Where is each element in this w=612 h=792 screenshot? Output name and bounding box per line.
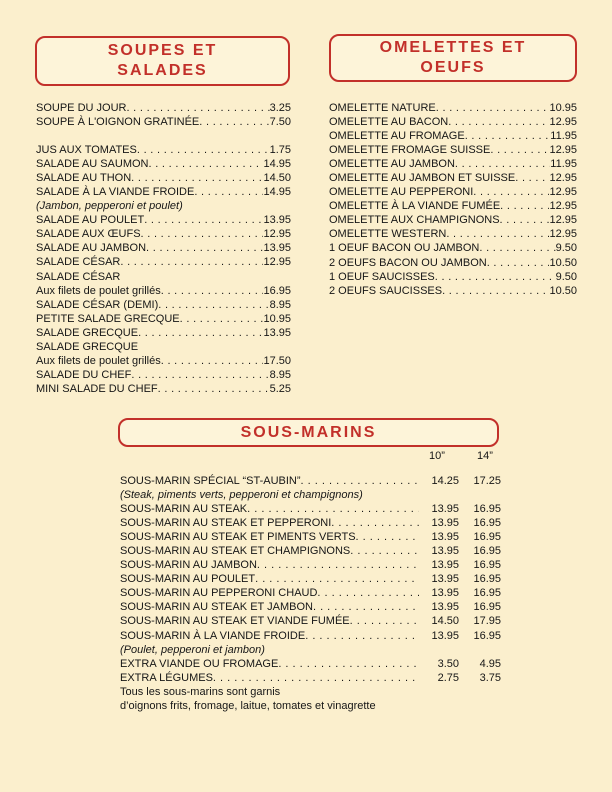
menu-item-name: 1 OEUF BACON OU JAMBON <box>329 242 480 255</box>
dot-leader <box>138 326 263 340</box>
price-14: 16.95 <box>473 573 501 586</box>
dot-leader <box>446 227 549 241</box>
menu-item-price: 13.95 <box>263 242 291 255</box>
item-note: (Jambon, pepperoni et poulet) <box>36 200 183 213</box>
sub-item-name: EXTRA VIANDE OU FROMAGE <box>120 657 279 670</box>
menu-item-price: 12.95 <box>549 116 577 129</box>
dot-leader <box>247 502 419 516</box>
price-10: 13.95 <box>431 531 459 544</box>
menu-item <box>329 157 577 171</box>
dot-leader <box>131 171 263 185</box>
menu-item-price: 12.95 <box>549 228 577 241</box>
menu-item-price: 11.95 <box>550 130 577 143</box>
soupes-salades-title: SOUPES ET SALADES <box>35 36 290 86</box>
menu-item-name: OMELETTE WESTERN <box>329 228 447 241</box>
menu-subheading: SALADE GRECQUE <box>36 340 139 353</box>
spacer <box>36 129 291 143</box>
menu-item-name: SALADE CÉSAR (DEMI) <box>36 298 159 311</box>
menu-item <box>329 213 577 227</box>
price-14: 3.75 <box>479 671 501 684</box>
price-10: 13.95 <box>431 629 459 642</box>
menu-item-name: SALADE AU THON <box>36 172 132 185</box>
dot-leader <box>435 270 556 284</box>
menu-item-name: SALADE DU CHEF <box>36 368 132 381</box>
menu-item <box>36 284 291 298</box>
sub-item-name: SOUS-MARIN AU STEAK ET VIANDE FUMÉE <box>120 615 350 628</box>
dot-leader <box>146 241 263 255</box>
dot-leader <box>158 298 269 312</box>
footnote-text: d’oignons frits, fromage, laitue, tomates et vinagrette <box>120 699 376 712</box>
size-10-header: 10” <box>429 450 445 462</box>
sub-item-name: SOUS-MARIN AU STEAK <box>120 503 248 516</box>
dot-leader <box>356 530 419 544</box>
menu-item <box>329 256 577 270</box>
menu-item <box>36 101 291 115</box>
menu-item-name: SALADE AUX ŒUFS <box>36 228 141 241</box>
menu-item-price: 8.95 <box>269 298 291 311</box>
menu-item-price: 17.50 <box>263 354 291 367</box>
dot-leader <box>213 671 419 685</box>
dot-leader <box>255 572 419 586</box>
sub-item <box>120 558 510 572</box>
menu-item-name: OMELETTE AU BACON <box>329 116 449 129</box>
menu-item <box>329 101 577 115</box>
dot-leader <box>487 256 550 270</box>
menu-item <box>329 143 577 157</box>
sub-item-name: SOUS-MARIN AU STEAK ET PEPPERONI <box>120 517 332 530</box>
menu-item-name: SALADE GRECQUE <box>36 326 139 339</box>
dot-leader <box>305 629 419 643</box>
menu-item <box>329 185 577 199</box>
menu-item-name: Aux filets de poulet grillés <box>36 354 161 367</box>
menu-item <box>329 284 577 298</box>
dot-leader <box>301 474 419 488</box>
size-14-header: 14” <box>477 450 493 462</box>
menu-subheading: SALADE CÉSAR <box>36 270 121 283</box>
price-10: 13.95 <box>431 573 459 586</box>
sous-marins-list <box>120 450 510 713</box>
sub-item-name: SOUS-MARIN SPÉCIAL “ST-AUBIN” <box>120 475 301 487</box>
dot-leader <box>257 558 419 572</box>
price-10: 14.50 <box>431 615 459 628</box>
menu-item-name: OMELETTE AU JAMBON ET SUISSE <box>329 172 516 185</box>
menu-item-price: 12.95 <box>549 214 577 227</box>
price-14: 17.25 <box>473 475 501 487</box>
menu-item-price: 10.95 <box>263 312 291 325</box>
menu-item-price: 10.50 <box>549 284 577 297</box>
price-10: 2.75 <box>437 671 459 684</box>
price-14: 16.95 <box>473 629 501 642</box>
menu-item-name: OMELETTE NATURE <box>329 102 436 114</box>
menu-item-name: SALADE AU JAMBON <box>36 242 147 255</box>
price-14: 4.95 <box>479 657 501 670</box>
price-10: 13.95 <box>431 559 459 572</box>
sub-item <box>120 657 510 671</box>
menu-item <box>36 115 291 129</box>
soupes-salades-list <box>36 101 291 396</box>
sub-item <box>120 586 510 600</box>
price-10: 14.25 <box>431 475 459 487</box>
omelettes-list <box>329 101 577 298</box>
dot-leader <box>194 185 263 199</box>
dot-leader <box>350 544 419 558</box>
price-10: 13.95 <box>431 503 459 516</box>
item-note: (Poulet, pepperoni et jambon) <box>120 643 265 656</box>
dot-leader <box>126 101 269 115</box>
menu-item-price: 12.95 <box>549 172 577 185</box>
menu-item <box>36 312 291 326</box>
price-10: 3.50 <box>437 657 459 670</box>
dot-leader <box>180 312 264 326</box>
dot-leader <box>313 600 419 614</box>
dot-leader <box>473 185 549 199</box>
menu-item-price: 13.95 <box>263 326 291 339</box>
item-note: (Steak, piments verts, pepperoni et champignons) <box>120 489 363 502</box>
price-14: 16.95 <box>473 545 501 558</box>
sub-item <box>120 629 510 643</box>
sub-item-name: SOUS-MARIN AU STEAK ET PIMENTS VERTS <box>120 531 356 544</box>
menu-item-name: SOUPE À L'OIGNON GRATINÉE <box>36 116 200 129</box>
dot-leader <box>442 284 549 298</box>
menu-item-price: 12.95 <box>263 228 291 241</box>
dot-leader <box>436 101 550 115</box>
menu-item-name: JUS AUX TOMATES <box>36 144 137 157</box>
sub-item <box>120 474 510 488</box>
menu-item <box>36 368 291 382</box>
sub-item <box>120 544 510 558</box>
menu-item-price: 9.50 <box>555 242 577 255</box>
menu-item-name: Aux filets de poulet grillés <box>36 284 161 297</box>
menu-item <box>36 157 291 171</box>
sub-item <box>120 516 510 530</box>
menu-item-name: SOUPE DU JOUR <box>36 102 127 114</box>
dot-leader <box>278 657 419 671</box>
menu-item-price: 14.95 <box>263 158 291 171</box>
menu-item-name: MINI SALADE DU CHEF <box>36 382 158 395</box>
dot-leader <box>465 129 551 143</box>
menu-item-name: OMELETTE FROMAGE SUISSE <box>329 144 491 157</box>
menu-item-price: 12.95 <box>549 200 577 213</box>
sub-item <box>120 502 510 516</box>
sub-item <box>120 572 510 586</box>
menu-item-price: 9.50 <box>555 270 577 283</box>
menu-item-name: OMELETTE AU PEPPERONI <box>329 186 474 199</box>
dot-leader <box>161 284 264 298</box>
menu-item <box>36 171 291 185</box>
menu-item <box>329 171 577 185</box>
menu-item-price: 10.95 <box>549 102 577 114</box>
menu-item-name: OMELETTE AU FROMAGE <box>329 130 465 143</box>
menu-item <box>329 115 577 129</box>
menu-item <box>329 199 577 213</box>
dot-leader <box>455 157 550 171</box>
dot-leader <box>500 199 549 213</box>
dot-leader <box>317 586 419 600</box>
sub-item <box>120 600 510 614</box>
menu-item <box>36 298 291 312</box>
sub-item-name: SOUS-MARIN AU PEPPERONI CHAUD <box>120 587 318 600</box>
menu-item <box>36 241 291 255</box>
menu-item-price: 7.50 <box>269 116 291 129</box>
menu-item-name: OMELETTE À LA VIANDE FUMÉE <box>329 200 501 213</box>
menu-item <box>329 270 577 284</box>
dot-leader <box>148 157 263 171</box>
menu-item-price: 12.95 <box>549 144 577 157</box>
menu-item-price: 12.95 <box>263 256 291 269</box>
menu-item-name: 2 OEUFS BACON OU JAMBON <box>329 256 487 269</box>
price-10: 13.95 <box>431 601 459 614</box>
sub-item-name: SOUS-MARIN À LA VIANDE FROIDE <box>120 629 306 642</box>
menu-item-name: 2 OEUFS SAUCISSES <box>329 284 443 297</box>
menu-item-price: 3.25 <box>269 102 291 114</box>
menu-item-price: 5.25 <box>269 382 291 395</box>
dot-leader <box>350 614 419 628</box>
price-14: 16.95 <box>473 517 501 530</box>
price-14: 17.95 <box>473 615 501 628</box>
menu-item-price: 14.95 <box>263 186 291 199</box>
menu-item-price: 8.95 <box>269 368 291 381</box>
sub-item <box>120 530 510 544</box>
price-10: 13.95 <box>431 545 459 558</box>
price-14: 16.95 <box>473 531 501 544</box>
menu-item-name: SALADE AU POULET <box>36 214 145 227</box>
price-14: 16.95 <box>473 601 501 614</box>
menu-item-price: 16.95 <box>263 284 291 297</box>
menu-item-name: PETITE SALADE GRECQUE <box>36 312 180 325</box>
dot-leader <box>500 213 550 227</box>
price-14: 16.95 <box>473 503 501 516</box>
menu-item-price: 14.50 <box>263 172 291 185</box>
menu-item-price: 13.95 <box>263 214 291 227</box>
menu-item-price: 10.50 <box>549 256 577 269</box>
menu-item-name: SALADE À LA VIANDE FROIDE <box>36 186 195 199</box>
menu-item <box>36 326 291 340</box>
dot-leader <box>479 241 555 255</box>
menu-item <box>329 129 577 143</box>
dot-leader <box>161 354 264 368</box>
menu-item <box>36 185 291 199</box>
dot-leader <box>158 382 270 396</box>
menu-item-name: OMELETTE AU JAMBON <box>329 158 455 171</box>
price-14: 16.95 <box>473 587 501 600</box>
menu-item-name: OMELETTE AUX CHAMPIGNONS <box>329 214 500 227</box>
price-10: 13.95 <box>431 517 459 530</box>
menu-item <box>36 227 291 241</box>
dot-leader <box>120 255 263 269</box>
menu-item-name: SALADE AU SAUMON <box>36 158 149 171</box>
menu-item-name: SALADE CÉSAR <box>36 256 121 269</box>
sub-item-name: SOUS-MARIN AU STEAK ET CHAMPIGNONS <box>120 545 351 558</box>
menu-item-name: 1 OEUF SAUCISSES <box>329 270 435 283</box>
menu-item-price: 11.95 <box>550 158 577 171</box>
menu-item <box>36 255 291 269</box>
price-14: 16.95 <box>473 559 501 572</box>
sub-item-name: EXTRA LÉGUMES <box>120 671 213 684</box>
menu-item <box>329 241 577 255</box>
sub-item <box>120 614 510 628</box>
menu-item-price: 12.95 <box>549 186 577 199</box>
menu-item <box>36 143 291 157</box>
menu-item <box>36 382 291 396</box>
dot-leader <box>131 368 269 382</box>
sub-item-name: SOUS-MARIN AU JAMBON <box>120 559 257 572</box>
sub-item-name: SOUS-MARIN AU POULET <box>120 573 256 586</box>
menu-item-price: 1.75 <box>269 144 291 157</box>
sub-item <box>120 671 510 685</box>
sous-marins-title: SOUS-MARINS <box>118 418 499 447</box>
sub-item-name: SOUS-MARIN AU STEAK ET JAMBON <box>120 601 313 614</box>
dot-leader <box>331 516 419 530</box>
dot-leader <box>490 143 549 157</box>
omelettes-oeufs-title: OMELETTES ET OEUFS <box>329 34 577 82</box>
dot-leader <box>137 143 270 157</box>
dot-leader <box>144 213 263 227</box>
menu-item <box>36 213 291 227</box>
footnote-text: Tous les sous-marins sont garnis <box>120 685 281 698</box>
dot-leader <box>448 115 549 129</box>
dot-leader <box>141 227 264 241</box>
menu-item <box>329 227 577 241</box>
price-10: 13.95 <box>431 587 459 600</box>
dot-leader <box>515 171 549 185</box>
dot-leader <box>199 115 269 129</box>
menu-item <box>36 354 291 368</box>
